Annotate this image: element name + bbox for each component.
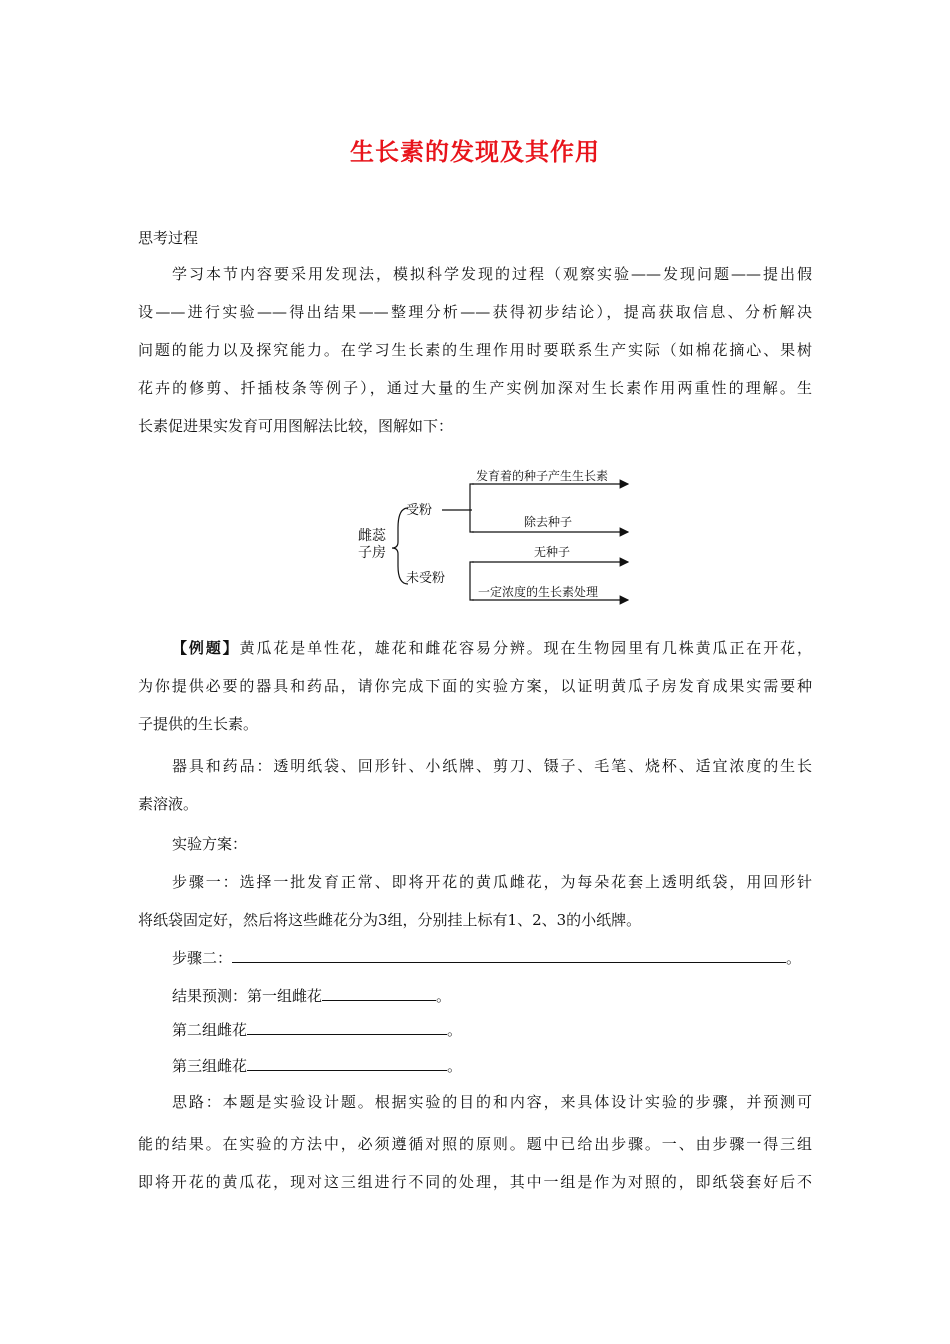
diagram-bracket-top: [470, 484, 474, 532]
group3-row: [172, 1056, 462, 1076]
plan-label: 实验方案：: [172, 835, 248, 853]
materials-line: 素溶液。: [138, 795, 199, 813]
example-label: 【例题】: [172, 639, 240, 657]
period: 。: [447, 1021, 463, 1039]
period: 。: [436, 987, 452, 1005]
step1-line: 步骤一：选择一批发育正常、即将开花的黄瓜雌花，为每朵花套上透明纸袋，用回形针: [172, 873, 812, 891]
step1-line: 将纸袋固定好，然后将这些雌花分为3组，分别挂上标有1、2、3的小纸牌。: [138, 911, 642, 929]
group3-label: 第三组雌花: [172, 1057, 248, 1075]
analysis-line: 思路：本题是实验设计题。根据实验的目的和内容，来具体设计实验的步骤，并预测可: [172, 1093, 812, 1111]
group1-blank[interactable]: [322, 986, 436, 1001]
diagram-outcome: 除去种子: [524, 515, 573, 529]
step2-label: 步骤二：: [172, 949, 233, 967]
diagram-outcome: 一定浓度的生长素处理: [478, 585, 599, 599]
example-text: 黄瓜花是单性花，雄花和雌花容易分辨。现在生物园里有几株黄瓜正在开花，: [239, 639, 812, 657]
group3-blank[interactable]: [247, 1056, 447, 1071]
intro-line: 长素促进果实发育可用图解法比较，图解如下：: [138, 417, 454, 435]
group2-label: 第二组雌花: [172, 1021, 248, 1039]
diagram-branch-unpollinated: 未受粉: [406, 571, 446, 586]
period: 。: [786, 949, 802, 967]
example-line: 子提供的生长素。: [138, 715, 259, 733]
prediction-row: [172, 986, 451, 1006]
prediction-label: 结果预测：第一组雌花: [172, 987, 323, 1005]
analysis-line: 能的结果。在实验的方法中，必须遵循对照的原则。题中已给出步骤。一、由步骤一得三组: [138, 1135, 812, 1153]
section-label: 思考过程: [138, 229, 199, 247]
diagram-root-line1: 雌蕊: [358, 528, 386, 544]
example-line: [172, 638, 812, 658]
intro-line: 问题的能力以及探究能力。在学习生长素的生理作用时要联系生产实际（如棉花摘心、果树: [138, 341, 812, 359]
diagram-root-line2: 子房: [358, 545, 386, 561]
analysis-line: 即将开花的黄瓜花，现对这三组进行不同的处理，其中一组是作为对照的，即纸袋套好后不: [138, 1173, 812, 1191]
diagram-outcome: 发育着的种子产生生长素: [476, 469, 609, 483]
page-title: 生长素的发现及其作用: [350, 138, 600, 166]
intro-line: 设——进行实验——得出结果——整理分析——获得初步结论），提高获取信息、分析解决: [138, 303, 812, 321]
group2-row: [172, 1020, 462, 1040]
materials-line: 器具和药品：透明纸袋、回形针、小纸牌、剪刀、镊子、毛笔、烧杯、适宜浓度的生长: [172, 757, 812, 775]
diagram-outcome: 无种子: [534, 545, 571, 559]
intro-line: 学习本节内容要采用发现法，模拟科学发现的过程（观察实验——发现问题——提出假: [172, 265, 812, 283]
fruit-development-diagram: [348, 468, 648, 608]
group2-blank[interactable]: [247, 1020, 447, 1035]
period: 。: [447, 1057, 463, 1075]
diagram-bracket-bottom: [470, 562, 474, 600]
step2-row: [172, 948, 801, 968]
example-line: 为你提供必要的器具和药品，请你完成下面的实验方案，以证明黄瓜子房发育成果实需要种: [138, 677, 812, 695]
diagram-branch-pollinated: 受粉: [406, 503, 433, 518]
step2-blank[interactable]: [232, 948, 786, 963]
intro-line: 花卉的修剪、扦插枝条等例子），通过大量的生产实例加深对生长素作用两重性的理解。生: [138, 379, 812, 397]
